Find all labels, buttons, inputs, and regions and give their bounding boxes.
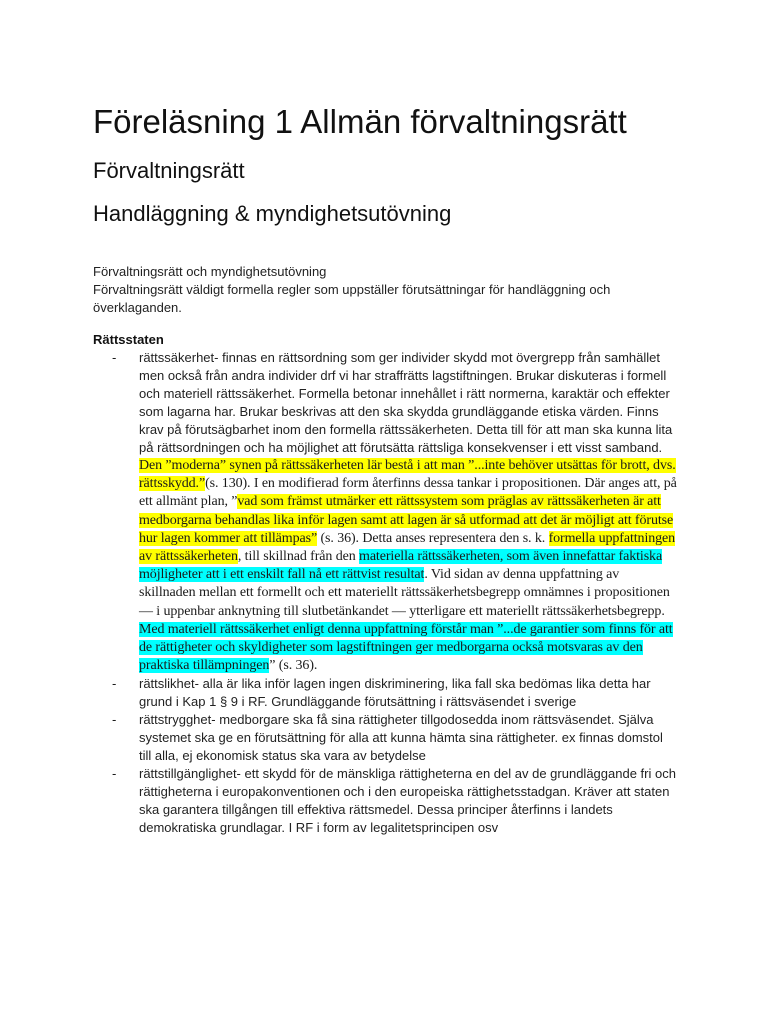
document-subsubtitle: Handläggning & myndighetsutövning: [93, 201, 452, 226]
passage-text: ” (s. 36).: [269, 658, 318, 674]
highlight-cyan: Med materiell rättssäkerhet enligt denna uppfattning förstår man ”...de garantier som finns för att de rättigheter och skyldigheter som lagstiftningen ger medborgarna också motsvaras av den praktiska tillämpningen: [139, 621, 673, 674]
bullet-list: [112, 349, 677, 837]
intro-line-2: Förvaltningsrätt väldigt formella regler som uppställer förutsättningar för handläggning och överklaganden.: [93, 282, 611, 315]
quoted-passage: [139, 457, 677, 675]
bullet-marker: -: [112, 350, 117, 365]
list-item-rattstrygghet: [112, 711, 677, 765]
highlight-yellow: Den ”moderna” synen på rättssäkerheten lär bestå i att man ”...inte behöver utsättas för brott, dvs. rättsskydd.”: [139, 458, 676, 492]
bullet-marker: -: [112, 676, 117, 692]
highlight-cyan: materiella rättssäkerheten, som även innefattar faktiska möjligheter att i ett enskilt fall nå ett rättvist resultat: [139, 549, 663, 583]
passage-text: (s. 130). I en modifierad form återfinns dessa tankar i propositionen. Där anges att, på ett allmänt plan, ”: [139, 476, 677, 510]
list-item-text: rättssäkerhet- finnas en rättsordning som ger individer skydd mot övergrepp från samhället men också från andra individer drf vi har straffrätts lagstiftningen. Brukar diskuteras i formell och materiell rättssäkerhet. Formella betonar innehållet i rätt normerna, karaktär och effekter som lagarna har. Brukar beskrivas att den ska skydda grundläggande etiska värden. Finns krav på förutsägbarhet inom den formella rättssäkerheten. Detta till för att man ska kunna lita på rättsordningen och ha möjlighet att förutsätta rättsliga konsekvenser i ett visst samband.: [139, 350, 673, 455]
highlight-yellow: formella uppfattningen av rättssäkerheten: [139, 530, 676, 565]
list-item-rattstillganglighet: [112, 765, 677, 837]
passage-text: , till skillnad från den: [237, 549, 360, 565]
document-title: Föreläsning 1 Allmän förvaltningsrätt: [93, 103, 627, 140]
list-item-text: rättslikhet- alla är lika inför lagen ingen diskriminering, lika fall ska bedömas lika detta har grund i Kap 1 § 9 i RF. Grundläggande förutsättning i rättsväsendet i sverige: [139, 676, 651, 710]
intro-line-1: Förvaltningsrätt och myndighetsutövning: [93, 264, 327, 279]
list-item-rattssakerhet: [112, 349, 677, 675]
section-title: Rättsstaten: [93, 332, 164, 347]
list-item-text: rättstillgänglighet- ett skydd för de mänskliga rättigheterna en del av de grundläggande fri och rättigheterna i europakonventionen och i den europeiska rättighetsstadgan. Kräver att staten ska garantera tillgången till effektiva rättsmedel. Dessa principer återfinns i landets demokratiska grundlagar. I RF i form av legalitetsprincipen osv: [139, 766, 676, 836]
list-item-rattslikhet: [112, 675, 677, 711]
document-subtitle: Förvaltningsrätt: [93, 158, 245, 183]
passage-text: (s. 36). Detta anses representera den s. k.: [317, 530, 549, 546]
bullet-marker: -: [112, 712, 117, 728]
intro-paragraph: [93, 263, 673, 317]
passage-text: . Vid sidan av denna uppfattning av skillnaden mellan ett formellt och ett materiellt rättssäkerhetsbegrepp omnämnes i propositionen — i uppenbar anknytning till slutbetänkandet — ytterligare ett materiellt rättssäkerhetsbegrepp.: [139, 567, 670, 619]
highlight-yellow: vad som främst utmärker ett rättssystem som präglas av rättssäkerheten är att medborgarna behandlas lika inför lagen samt att lagen är så utformad att det är möjligt att förutse hur lagen kommer att tillämpas”: [139, 494, 674, 546]
list-item-text: rättstrygghet- medborgare ska få sina rättigheter tillgodosedda inom rättsväsendet. Själva systemet ska ge en förutsättning för alla att kunna hämta sina rättigheter. ex finnas domstol till alla, ej ekonomisk status ska vara av betydelse: [139, 712, 663, 764]
bullet-marker: -: [112, 766, 117, 782]
